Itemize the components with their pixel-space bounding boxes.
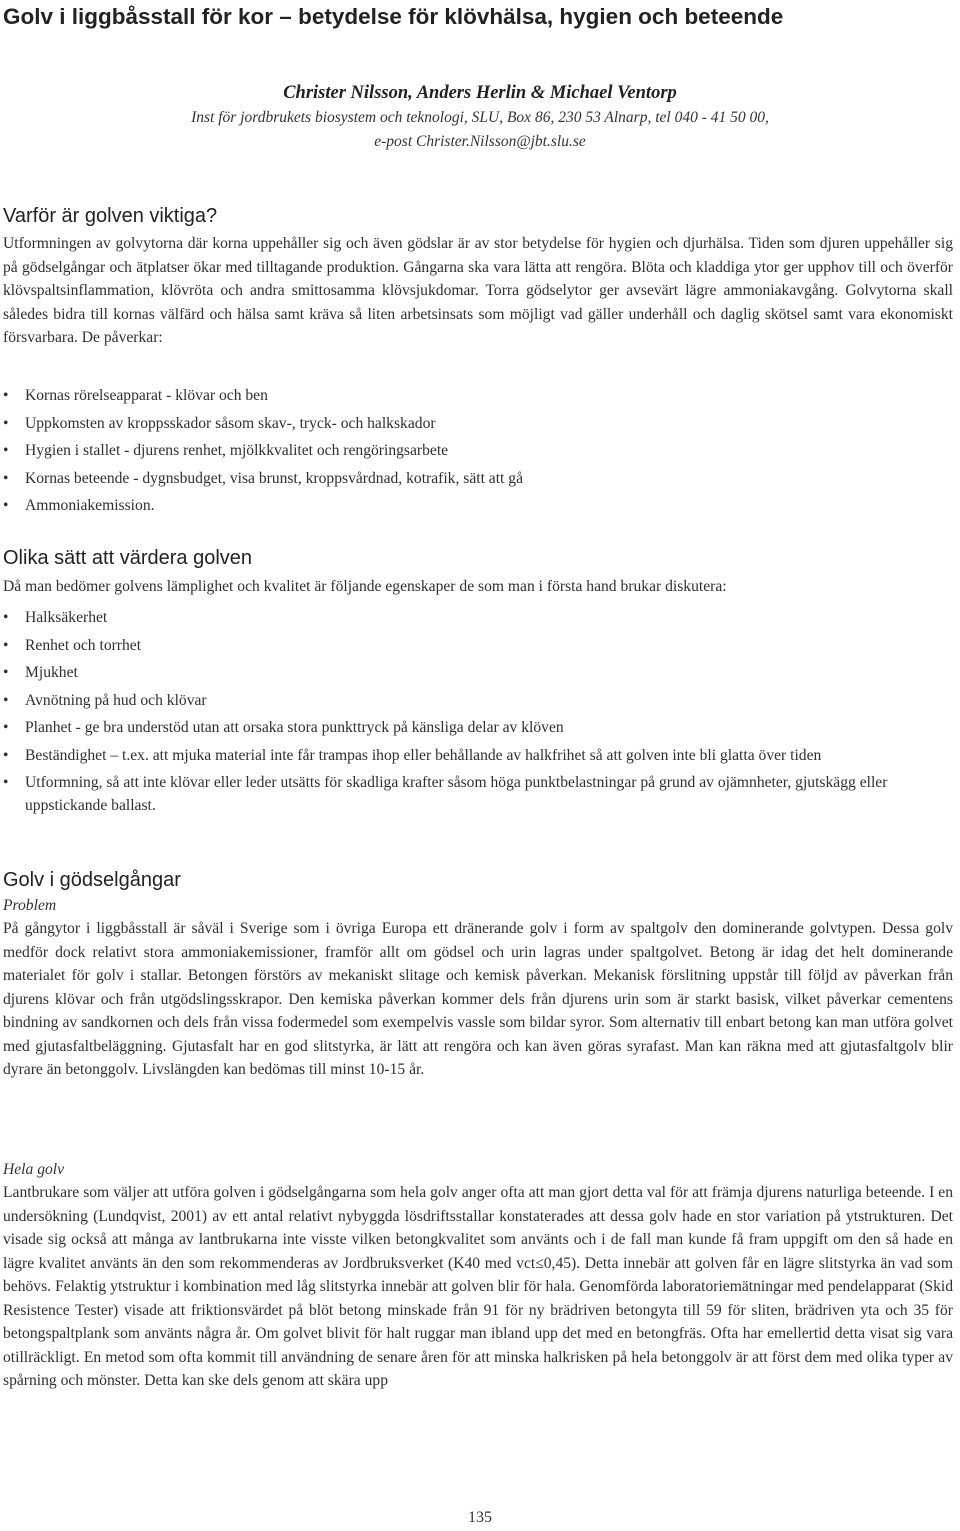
section-paragraph: Då man bedömer golvens lämplighet och kvalitet är följande egenskaper de som man i första hand brukar diskutera: — [3, 578, 727, 595]
list-item: • Ammoniakemission. — [3, 494, 948, 518]
subheading-solid-floors: Hela golv — [3, 1161, 65, 1178]
section-paragraph: Lantbrukare som väljer att utföra golven i gödselgångarna som hela golv anger ofta att man gjort detta val för att främja djurens naturliga beteende. I en undersökning (Lundqvist, 2001) av ett antal relativt nybyggda lösdriftsstallar konstaterades att dessa golv hade en stor variation på ytstrukturen. Det visade sig också att många av lantbrukarna inte visste vilken betongkvalitet som använts och i de fall man kunde få fram uppgift om den så hade en lägre kvalitet använts än den som rekommenderas av Jordbruksverket (K40 med vct≤0,45). Detta innebär att golven får en lägre slitstyrka än vad som behövs. Felaktig ytstruktur i kombination med låg slitstyrka innebär att golven blir för hala. Genomförda laboratoriemätningar med pendelapparat (Skid Resistence Tester) visade att friktionsvärdet på blöt betong minskade från 91 för ny brädriven betongyta till 59 för sliten, brädriven yta och 35 för betongspaltplank som använts några år. Om golvet blivit för halt ruggar man ibland upp det med en betongfräs. Ofta har emellertid detta visat sig vara otillräckligt. En metod som ofta kommit till användning de senare åren för att minska halkrisken på hela betonggolv är att först dem med olika typer av spårning och mönster. Detta kan ske dels genom att skära upp — [3, 1184, 953, 1389]
list-item: • Utformning, så att inte klövar eller leder utsätts för skadliga krafter såsom höga punktbelastningar på grund av ojämnheter, gjutskägg eller uppstickande ballast. — [3, 771, 948, 817]
list-item: • Kornas beteende - dygnsbudget, visa brunst, kroppsvårdnad, kotrafik, sätt att gå — [3, 467, 948, 491]
list-item: • Renhet och torrhet — [3, 634, 948, 658]
section-heading-evaluate-floors: Olika sätt att värdera golven — [3, 547, 253, 569]
affiliation — [0, 106, 960, 154]
section-heading-why-floors: Varför är golven viktiga? — [3, 205, 218, 227]
section-heading-manure-alley-floors: Golv i gödselgångar — [3, 869, 181, 891]
list-item: • Planhet - ge bra understöd utan att orsaka stora punkttryck på känsliga delar av klöven — [3, 716, 948, 740]
email-line: e-post Christer.Nilsson@jbt.slu.se — [374, 133, 586, 150]
list-item: • Beständighet – t.ex. att mjuka material inte får trampas ihop eller behållande av halkfrihet så att golven inte bli glatta över tiden — [3, 744, 948, 767]
affiliation-line: Inst för jordbrukets biosystem och teknologi, SLU, Box 86, 230 53 Alnarp, tel 040 - 41 50 00, — [191, 109, 769, 126]
list-item: • Hygien i stallet - djurens renhet, mjölkkvalitet och rengöringsarbete — [3, 439, 948, 463]
bullet-list — [3, 606, 948, 817]
section-paragraph: Utformningen av golvytorna där korna uppehåller sig och även gödslar är av stor betydelse för hygien och djurhälsa. Tiden som djuren uppehåller sig på gödselgångar och ätplatser ökar med tilltagande produktion. Gångarna ska vara lätta att rengöra. Blöta och kladdiga ytor ger upphov till och överför klövspaltsinflammation, klövröta och andra smittosamma klövsjukdomar. Torra gödselytor ger avsevärt lägre ammoniakavgång. Golvytorna skall således bidra till kornas välfärd och hälsa samt kräva så liten arbetsinsats som möjligt vad gäller underhåll och daglig skötsel samt vara ekonomiskt försvarbara. De påverkar: — [3, 235, 953, 346]
section-paragraph: På gångytor i liggbåsstall är såväl i Sverige som i övriga Europa ett dränerande golv i form av spaltgolv den dominerande golvtypen. Dessa golv medför dock relativt stora ammoniakemissioner, framför allt om gödsel och urin lagras under spaltgolvet. Betong är idag det helt dominerande materialet för golv i stallar. Betongen förstörs av mekaniskt slitage och kemisk påverkan. Mekanisk förslitning uppstår till följd av påverkan från djurens klövar och från utgödslingsskrapor. Den kemiska påverkan kommer dels från djurens urin som är starkt basisk, vilket påverkar cementens bindning av sandkornen och dels från vissa fodermedel som exempelvis vassle som bildar syror. Som alternativ till enbart betong kan man utföra golvet med gjutasfaltbeläggning. Gjutasfalt har en god slitstyrka, är lätt att rengöra och kan även göras syrafast. Man kan räkna med att gjutasfaltgolv blir dyrare än betonggolv. Livslängden kan bedömas till minst 10-15 år. — [3, 920, 953, 1078]
bullet-list — [3, 384, 948, 518]
document-title: Golv i liggbåsstall för kor – betydelse för klövhälsa, hygien och beteende — [3, 4, 784, 29]
list-item: • Uppkomsten av kroppsskador såsom skav-, tryck- och halkskador — [3, 412, 948, 436]
list-item: • Avnötning på hud och klövar — [3, 689, 948, 713]
list-item: • Kornas rörelseapparat - klövar och ben — [3, 384, 948, 408]
page-number: 135 — [468, 1509, 492, 1526]
list-item: • Halksäkerhet — [3, 606, 948, 630]
subheading-problem: Problem — [3, 897, 57, 914]
authors: Christer Nilsson, Anders Herlin & Michael Ventorp — [283, 83, 677, 103]
list-item: • Mjukhet — [3, 661, 948, 685]
